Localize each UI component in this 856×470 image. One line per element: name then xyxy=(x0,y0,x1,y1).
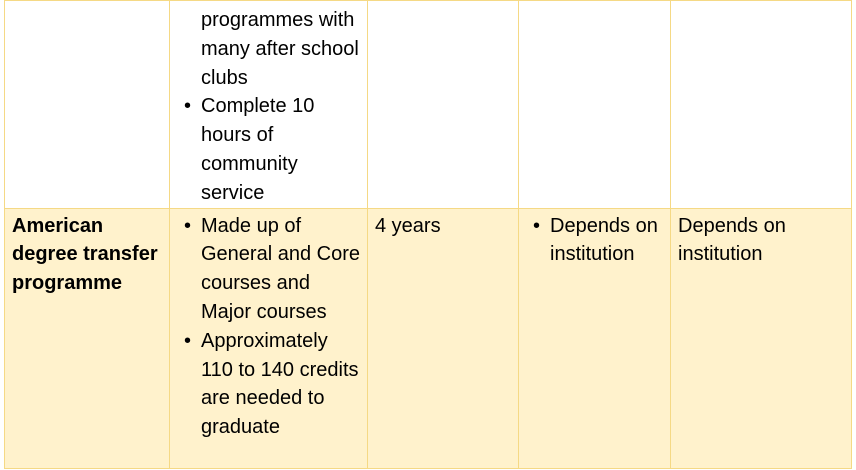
structure-list xyxy=(177,6,361,208)
table-row xyxy=(5,1,852,209)
duration-cell xyxy=(368,1,519,209)
structure-cell xyxy=(170,1,368,209)
requirements-list xyxy=(526,212,664,270)
comparison-table xyxy=(4,0,852,469)
structure-cell xyxy=(170,208,368,468)
list-item: programmes with many after school clubs xyxy=(201,9,359,89)
duration-cell: 4 years xyxy=(368,208,519,468)
requirements-cell xyxy=(519,1,671,209)
list-item: • Complete 10 hours of community service xyxy=(201,92,361,207)
programme-name-cell xyxy=(5,1,170,209)
fees-cell xyxy=(671,1,852,209)
structure-list xyxy=(177,212,361,442)
list-item: • Made up of General and Core courses and Major courses xyxy=(201,212,361,327)
fees-cell: Depends on institution xyxy=(671,208,852,468)
list-item: • Approximately 110 to 140 credits are needed to graduate xyxy=(201,327,361,442)
list-item: • Depends on institution xyxy=(550,212,664,270)
table-row xyxy=(5,208,852,468)
programme-name-cell: American degree transfer programme xyxy=(5,208,170,468)
requirements-cell xyxy=(519,208,671,468)
